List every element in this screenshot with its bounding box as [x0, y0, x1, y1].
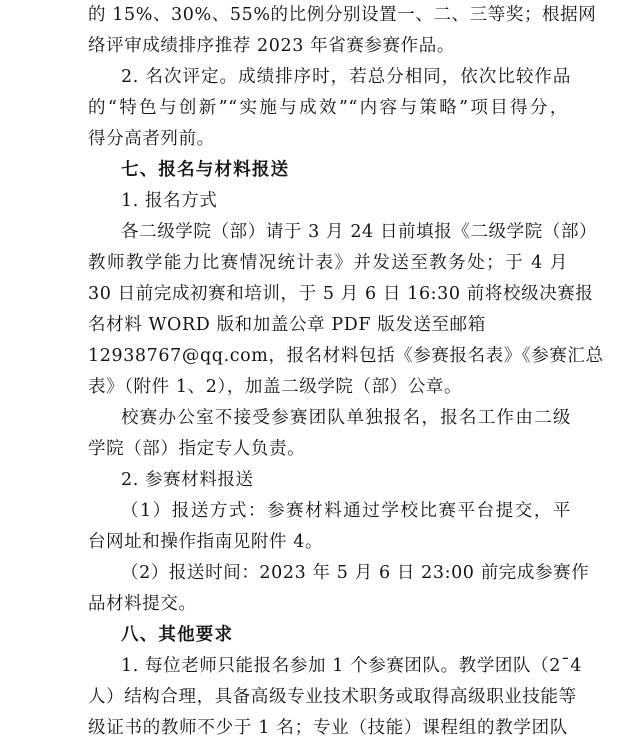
subheading-materials-submission: 2. 参赛材料报送: [121, 470, 254, 490]
text-line-15: 学院（部）指定专人负责。: [88, 439, 306, 459]
text-line-22: 1. 每位老师只能报名参加 1 个参赛团队。教学团队（2¯4: [121, 656, 583, 676]
text-line-18: 台网址和操作指南见附件 4。: [88, 532, 324, 552]
text-line-1: 的 15%、30%、55%的比例分别设置一、二、三等奖；根据网: [88, 5, 597, 25]
text-line-2: 络评审成绩排序推荐 2023 年省赛参赛作品。: [88, 36, 455, 56]
text-line-11: 名材料 WORD 版和加盖公章 PDF 版发送至邮箱: [88, 315, 486, 335]
text-line-13: 表》（附件 1、2），加盖二级学院（部）公章。: [88, 377, 463, 397]
text-line-5: 得分高者列前。: [88, 129, 215, 149]
text-line-23: 人）结构合理，具备高级专业技术职务或取得高级职业技能等: [88, 687, 577, 707]
text-line-20: 品材料提交。: [88, 594, 197, 614]
text-line-4: 的“特色与创新”“实施与成效”“内容与策略”项目得分，: [88, 98, 568, 118]
text-line-24: 级证书的教师不少于 1 名；专业（技能）课程组的教学团队: [88, 718, 568, 738]
section-heading-7: 七、报名与材料报送: [121, 160, 290, 180]
section-heading-8: 八、其他要求: [121, 625, 234, 645]
text-line-9: 教师教学能力比赛情况统计表》并发送至教务处；于 4 月: [88, 253, 568, 273]
text-line-email: 12938767@qq.com，报名材料包括《参赛报名表》《参赛汇总: [88, 346, 604, 366]
text-line-14: 校赛办公室不接受参赛团队单独报名，报名工作由二级: [121, 408, 571, 428]
text-line-10: 30 日前完成初赛和培训，于 5 月 6 日 16:30 前将校级决赛报: [88, 284, 594, 304]
text-line-3: 2. 名次评定。成绩排序时，若总分相同，依次比较作品: [121, 67, 571, 87]
text-line-8: 各二级学院（部）请于 3 月 24 日前填报《二级学院（部）: [121, 222, 598, 242]
subheading-registration-method: 1. 报名方式: [121, 191, 218, 211]
text-line-19: （2）报送时间：2023 年 5 月 6 日 23:00 前完成参赛作: [121, 563, 590, 583]
text-line-17: （1）报送方式：参赛材料通过学校比赛平台提交，平: [121, 501, 571, 521]
